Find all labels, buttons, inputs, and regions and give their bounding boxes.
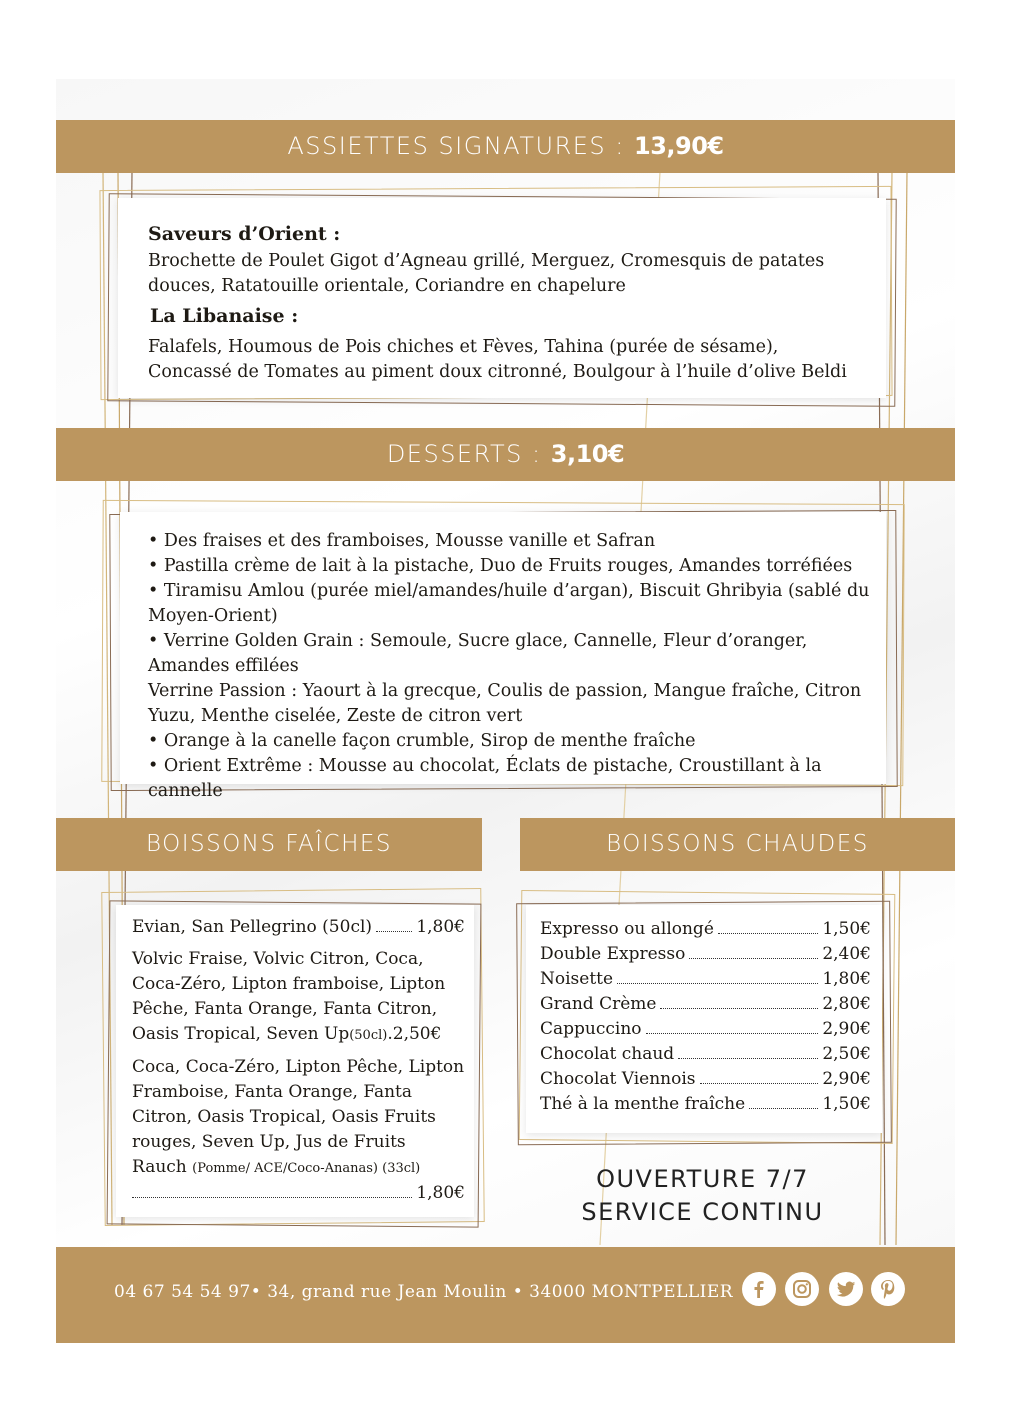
facebook-icon[interactable] — [742, 1272, 776, 1306]
dessert-line: Verrine Passion : Yaourt à la grecque, Coulis de passion, Mangue fraîche, Citron — [148, 681, 862, 701]
hot-drink-price: 2,50€ — [822, 1044, 871, 1064]
opening-line-1: OUVERTURE 7/7 — [596, 1165, 809, 1193]
cold-drink-item-2 — [132, 947, 465, 1048]
opening-hours — [540, 1163, 865, 1229]
cold-drink-line: Coca-Zéro, Lipton framboise, Lipton — [132, 974, 446, 994]
signature-line: Brochette de Poulet Gigot d’Agneau grillé, Merguez, Cromesquis de patates — [148, 251, 825, 271]
dessert-line: • Verrine Golden Grain : Semoule, Sucre glace, Cannelle, Fleur d’oranger, — [148, 631, 808, 651]
desserts-header — [56, 428, 955, 481]
hot-drink-name: Chocolat Viennois — [540, 1069, 696, 1089]
hot-drink-price: 2,90€ — [822, 1019, 871, 1039]
hot-drink-item — [540, 1092, 871, 1117]
cold-drink-line: Pêche, Fanta Orange, Fanta Citron, — [132, 999, 438, 1019]
cold-drink-name: Evian, San Pellegrino (50cl) — [132, 917, 373, 937]
dessert-line: Moyen-Orient) — [148, 606, 278, 626]
hot-drinks-content — [540, 917, 871, 1117]
hot-drink-name: Noisette — [540, 969, 614, 989]
cold-drink-price: 1,80€ — [416, 1183, 465, 1203]
signatures-price: 13,90€ — [634, 132, 724, 160]
hot-drink-item — [540, 1067, 871, 1092]
hot-drink-price: 1,80€ — [822, 969, 871, 989]
dessert-line: • Des fraises et des framboises, Mousse vanille et Safran — [148, 531, 656, 551]
cold-drink-separator: . — [387, 1024, 393, 1044]
cold-drink-item-1 — [132, 915, 465, 940]
cold-drink-line: Framboise, Fanta Orange, Fanta — [132, 1082, 413, 1102]
dessert-line: Yuzu, Menthe ciselée, Zeste de citron vert — [148, 706, 523, 726]
hot-drinks-heading: BOISSONS CHAUDES — [606, 831, 869, 857]
cold-drink-line: Rauch — [132, 1157, 193, 1177]
cold-drinks-heading: BOISSONS FAÎCHES — [145, 831, 393, 857]
signature-title-1: Saveurs d’Orient : — [148, 223, 341, 245]
signature-line: Falafels, Houmous de Pois chiches et Fèves, Tahina (purée de sésame), — [148, 337, 779, 357]
hot-drink-item — [540, 942, 871, 967]
cold-drink-price: 2,50€ — [392, 1024, 442, 1044]
desserts-price: 3,10€ — [550, 440, 625, 468]
hot-drink-price: 2,80€ — [822, 994, 871, 1014]
hot-drinks-header — [520, 818, 955, 871]
dessert-line: • Orange à la canelle façon crumble, Sirop de menthe fraîche — [148, 731, 696, 751]
dessert-line: • Pastilla crème de lait à la pistache, Duo de Fruits rouges, Amandes torréfiées — [148, 556, 853, 576]
hot-drink-name: Thé à la menthe fraîche — [540, 1094, 746, 1114]
signatures-content — [148, 222, 878, 385]
hot-drink-item — [540, 992, 871, 1017]
hot-drink-item — [540, 967, 871, 992]
signatures-header — [56, 120, 955, 173]
hot-drink-price: 1,50€ — [822, 1094, 871, 1114]
opening-line-2: SERVICE CONTINU — [581, 1198, 824, 1226]
dessert-line: • Orient Extrême : Mousse au chocolat, Éclats de pistache, Croustillant à la cannelle — [148, 756, 822, 801]
cold-drink-price: 1,80€ — [416, 917, 465, 937]
instagram-icon[interactable] — [785, 1272, 819, 1306]
hot-drink-name: Chocolat chaud — [540, 1044, 675, 1064]
hot-drink-item — [540, 917, 871, 942]
hot-drink-item — [540, 1017, 871, 1042]
dessert-line: • Tiramisu Amlou (purée miel/amandes/huile d’argan), Biscuit Ghribyia (sablé du — [148, 581, 870, 601]
twitter-icon[interactable] — [829, 1272, 863, 1306]
hot-drink-name: Cappuccino — [540, 1019, 642, 1039]
desserts-heading: DESSERTS : — [386, 440, 551, 468]
signature-line: Concassé de Tomates au piment doux citronné, Boulgour à l’huile d’olive Beldi — [148, 362, 847, 382]
hot-drink-price: 2,90€ — [822, 1069, 871, 1089]
cold-drinks-content — [132, 915, 465, 1206]
cold-drinks-header — [56, 818, 482, 871]
hot-drink-price: 2,40€ — [822, 944, 871, 964]
cold-drink-line: Citron, Oasis Tropical, Oasis Fruits — [132, 1107, 436, 1127]
signature-line: douces, Ratatouille orientale, Coriandre en chapelure — [148, 276, 626, 296]
dessert-line: Amandes effilées — [148, 656, 299, 676]
cold-drink-size: (50cl) — [349, 1028, 388, 1043]
hot-drink-price: 1,50€ — [822, 919, 871, 939]
hot-drink-name: Expresso ou allongé — [540, 919, 714, 939]
desserts-content — [148, 529, 888, 804]
hot-drink-item — [540, 1042, 871, 1067]
signature-title-2: La Libanaise : — [150, 305, 299, 327]
cold-drink-line: Coca, Coca-Zéro, Lipton Pêche, Lipton — [132, 1057, 465, 1077]
hot-drink-name: Grand Crème — [540, 994, 657, 1014]
cold-drink-size: (Pomme/ ACE/Coco-Ananas) (33cl) — [192, 1161, 421, 1176]
cold-drink-line: Oasis Tropical, Seven Up — [132, 1024, 350, 1044]
hot-drink-name: Double Expresso — [540, 944, 686, 964]
pinterest-icon[interactable] — [871, 1272, 905, 1306]
footer-contact: 04 67 54 54 97• 34, grand rue Jean Moulin • 34000 MONTPELLIER — [114, 1282, 734, 1302]
cold-drink-line: Volvic Fraise, Volvic Citron, Coca, — [132, 949, 424, 969]
cold-drink-line: rouges, Seven Up, Jus de Fruits — [132, 1132, 406, 1152]
signatures-heading: ASSIETTES SIGNATURES : — [287, 132, 634, 160]
cold-drink-item-3 — [132, 1055, 465, 1206]
